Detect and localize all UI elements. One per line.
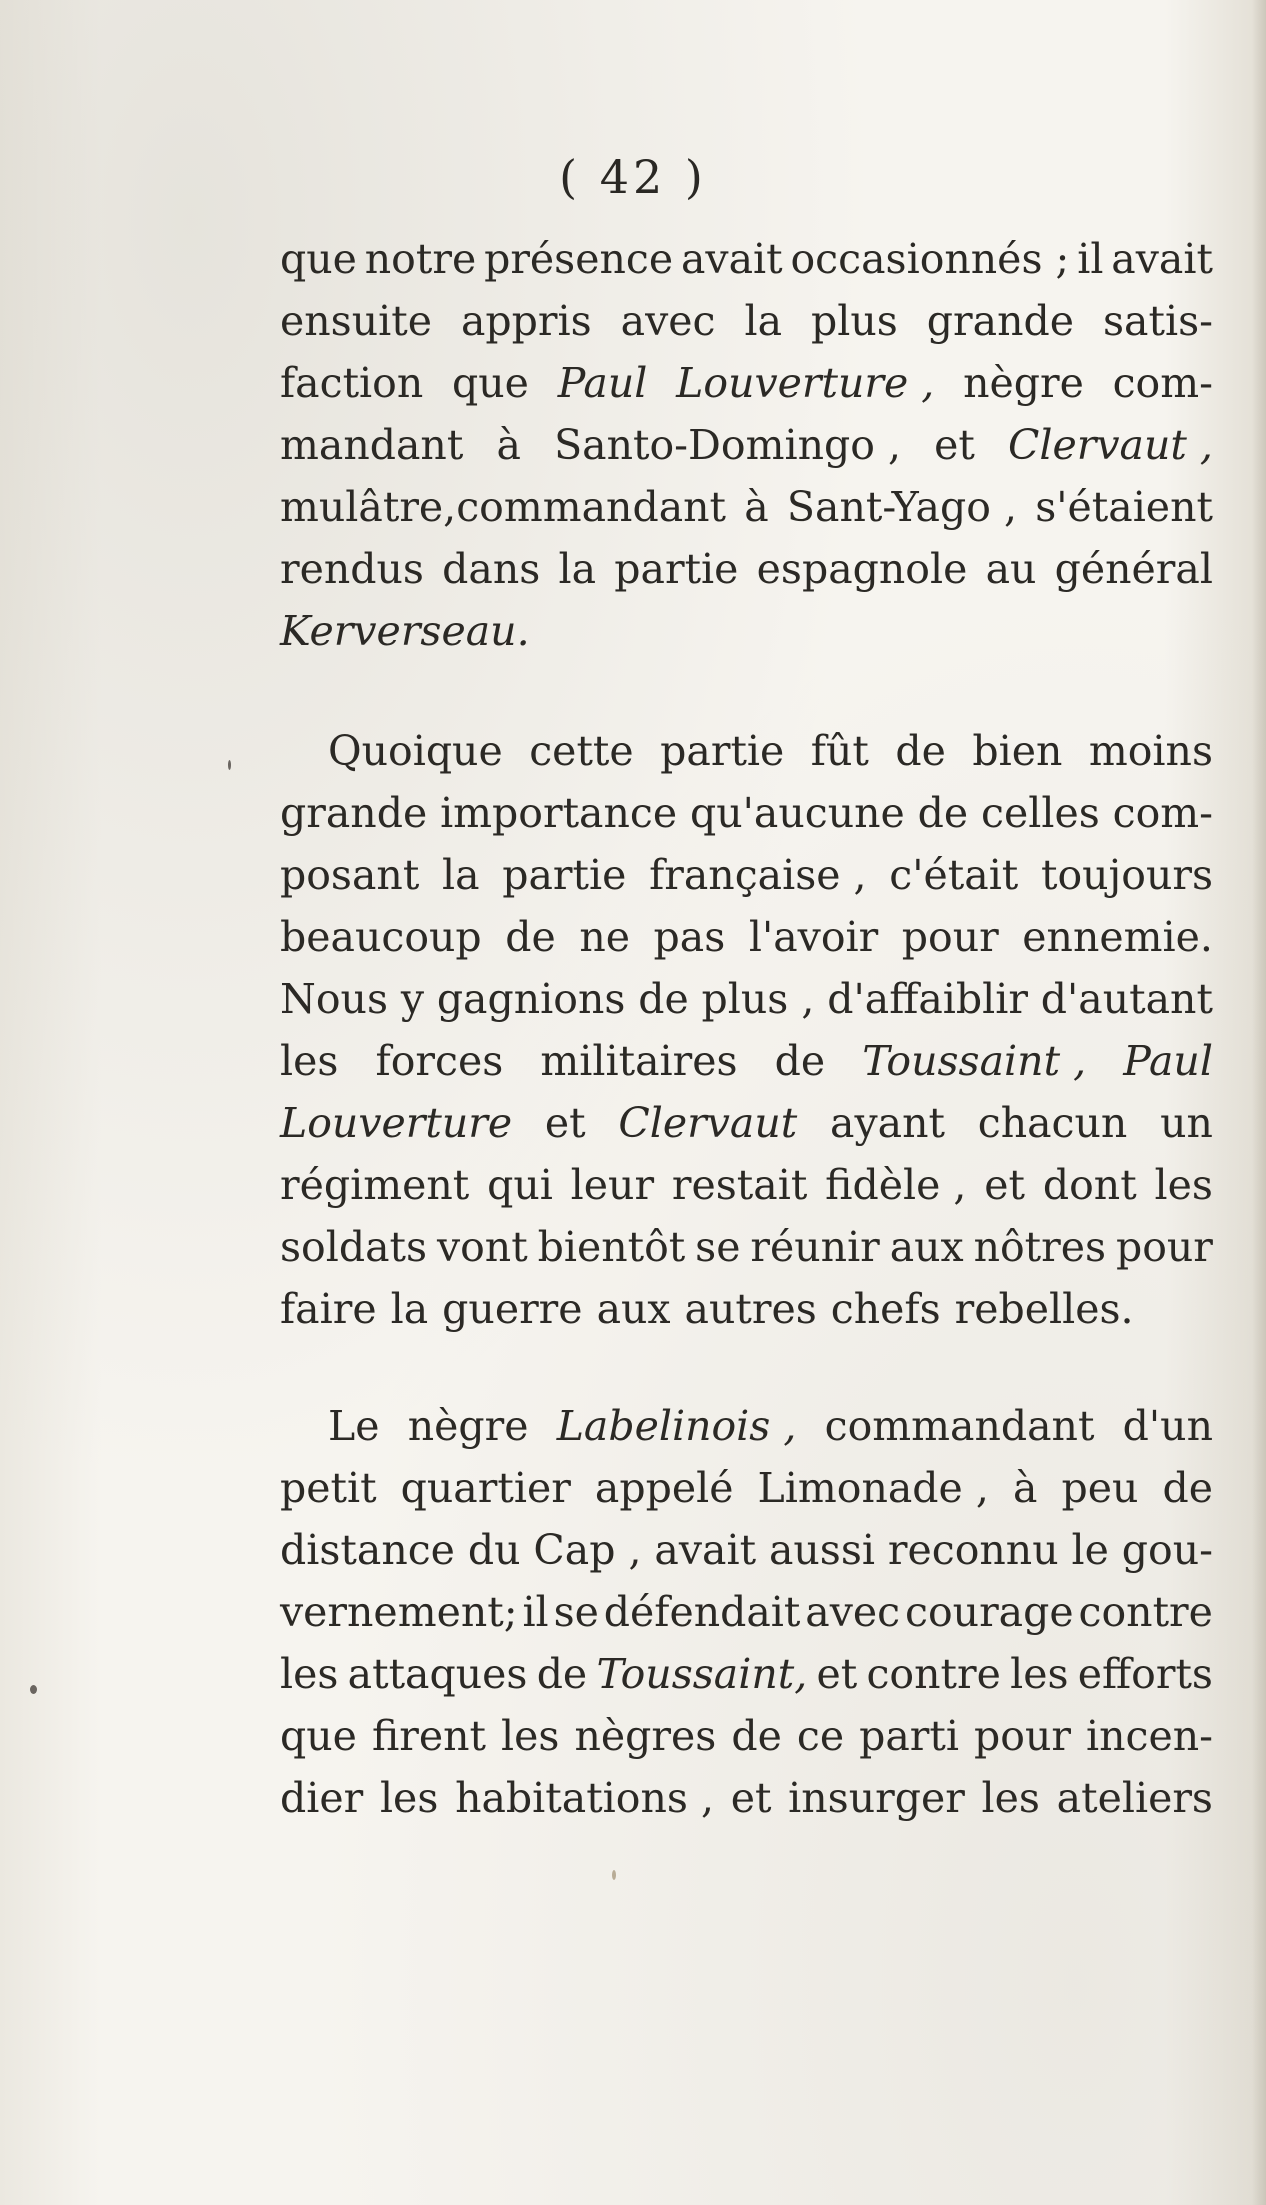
word: autres <box>684 1285 817 1333</box>
word: et <box>984 1161 1026 1209</box>
word: petit <box>280 1464 377 1512</box>
word: ce <box>796 1712 845 1760</box>
word: faire <box>280 1285 377 1333</box>
text-line <box>280 1767 1213 1829</box>
word: les <box>1010 1650 1069 1698</box>
word: bientôt <box>537 1223 686 1271</box>
paper-speck <box>228 760 231 770</box>
word: de <box>1162 1464 1213 1512</box>
word: pour <box>1115 1223 1213 1271</box>
text-line <box>280 538 1213 600</box>
text-line <box>280 1643 1213 1705</box>
word: s'étaient <box>1035 483 1213 531</box>
word: ensuite <box>280 297 432 345</box>
word: ennemie. <box>1022 913 1213 961</box>
word: commandant <box>824 1402 1095 1450</box>
word: régiment <box>280 1161 470 1209</box>
word: insurger <box>788 1774 965 1822</box>
word: un <box>1160 1099 1213 1147</box>
word: que <box>280 235 357 283</box>
word: y <box>400 975 424 1023</box>
word: c'était <box>889 851 1019 899</box>
text-line <box>280 1154 1213 1216</box>
word: ne <box>579 913 630 961</box>
word: les <box>501 1712 560 1760</box>
text-line <box>280 476 1213 538</box>
italic-name-word: Louverture <box>280 1099 513 1147</box>
word: et <box>730 1774 772 1822</box>
word: aux <box>889 1223 964 1271</box>
word: qui <box>487 1161 553 1209</box>
word: de <box>536 1650 588 1698</box>
word: parti <box>859 1712 959 1760</box>
word: forces <box>375 1037 504 1085</box>
text-line <box>280 290 1213 352</box>
word: du <box>467 1526 521 1574</box>
word: posant <box>280 851 420 899</box>
italic-name-word: Paul <box>557 359 648 407</box>
word: toujours <box>1040 851 1213 899</box>
word: à <box>496 421 521 469</box>
word: espagnole <box>756 545 968 593</box>
word: plus <box>811 297 898 345</box>
word: mandant <box>280 421 464 469</box>
word: guerre <box>442 1285 583 1333</box>
word: d'un <box>1122 1402 1213 1450</box>
word: que <box>452 359 529 407</box>
italic-name-word: Kerverseau. <box>280 607 530 655</box>
word: présence <box>484 235 674 283</box>
word: Limonade , <box>757 1464 989 1512</box>
word: à <box>1012 1464 1038 1512</box>
text-line <box>280 968 1213 1030</box>
word: se <box>553 1588 599 1636</box>
word: qu'aucune <box>689 789 905 837</box>
word: dier <box>280 1774 364 1822</box>
word: gou- <box>1121 1526 1213 1574</box>
word: distance <box>280 1526 455 1574</box>
word: pas <box>653 913 726 961</box>
italic-name-word: Clervaut , <box>1008 421 1213 469</box>
text-line <box>280 352 1213 414</box>
word: avait <box>1111 235 1213 283</box>
word: les <box>981 1774 1040 1822</box>
text-line <box>280 1395 1213 1457</box>
word: avec <box>805 1588 901 1636</box>
word: général <box>1054 545 1213 593</box>
word: réunir <box>750 1223 880 1271</box>
word: quartier <box>400 1464 571 1512</box>
word: pour <box>974 1712 1071 1760</box>
word: avait <box>654 1526 757 1574</box>
word: la <box>558 545 597 593</box>
paper-speck <box>30 1685 37 1694</box>
word: faction <box>280 359 424 407</box>
word: habitations , <box>455 1774 714 1822</box>
word: beaucoup <box>280 913 482 961</box>
word: et <box>934 421 975 469</box>
word: appris <box>460 297 592 345</box>
word: Quoique <box>328 727 503 775</box>
word: plus , <box>701 975 815 1023</box>
word: les <box>379 1774 439 1822</box>
word: avec <box>620 297 716 345</box>
word: dans <box>442 545 541 593</box>
italic-name-word: Toussaint, <box>596 1650 808 1698</box>
word: l'avoir <box>748 913 879 961</box>
word: grande <box>926 297 1075 345</box>
text-line <box>280 1216 1213 1278</box>
text-line <box>280 414 1213 476</box>
word: com- <box>1112 789 1213 837</box>
word: de <box>895 727 946 775</box>
word: d'autant <box>1040 975 1213 1023</box>
word: cette <box>529 727 634 775</box>
word: restait <box>671 1161 808 1209</box>
word: il <box>1077 235 1104 283</box>
page-edge-shadow <box>1252 0 1266 2205</box>
word: partie <box>660 727 785 775</box>
word: firent <box>371 1712 487 1760</box>
word: défendait <box>603 1588 801 1636</box>
word: satis- <box>1103 297 1213 345</box>
text-line <box>280 600 1213 662</box>
word: nègre <box>963 359 1084 407</box>
word: chefs <box>830 1285 941 1333</box>
italic-name-word: Louverture , <box>676 359 935 407</box>
word: de <box>774 1037 826 1085</box>
word: celles <box>981 789 1100 837</box>
italic-name-word: Toussaint , <box>862 1037 1087 1085</box>
word: fût <box>810 727 869 775</box>
word: Santo-Domingo , <box>554 421 901 469</box>
word: le <box>1071 1526 1109 1574</box>
word: partie <box>614 545 739 593</box>
word: pour <box>901 913 999 961</box>
italic-name-word: Clervaut <box>618 1099 798 1147</box>
word: aussi <box>768 1526 875 1574</box>
word: avait <box>680 235 783 283</box>
text-line <box>280 720 1213 782</box>
word: de <box>505 913 556 961</box>
text-line <box>280 1581 1213 1643</box>
text-line <box>280 1519 1213 1581</box>
word: grande <box>280 789 428 837</box>
word: aux <box>596 1285 671 1333</box>
word: incen- <box>1085 1712 1213 1760</box>
text-line <box>280 844 1213 906</box>
word: la <box>441 851 480 899</box>
word: bien <box>972 727 1063 775</box>
word: notre <box>364 235 477 283</box>
word: nôtres <box>973 1223 1107 1271</box>
word: Cap , <box>533 1526 642 1574</box>
word: il <box>522 1588 549 1636</box>
word: et <box>816 1650 858 1698</box>
word: peu <box>1061 1464 1139 1512</box>
text-line <box>280 1278 1213 1340</box>
word: d'affaiblir <box>827 975 1028 1023</box>
word: mulâtre,commandant <box>280 483 727 531</box>
paragraph-3 <box>280 1395 1213 1829</box>
word: la <box>744 297 783 345</box>
word: militaires <box>540 1037 738 1085</box>
word: ayant <box>830 1099 945 1147</box>
word: Nous <box>280 975 389 1023</box>
word: de <box>731 1712 782 1760</box>
word: com- <box>1112 359 1213 407</box>
paragraph-2 <box>280 720 1213 1340</box>
word: au <box>985 545 1037 593</box>
word: de <box>917 789 969 837</box>
word: rendus <box>280 545 424 593</box>
word: ateliers <box>1056 1774 1213 1822</box>
word: à <box>744 483 769 531</box>
word: fidèle , <box>825 1161 967 1209</box>
word: que <box>280 1712 357 1760</box>
word: française , <box>649 851 867 899</box>
text-line <box>280 1092 1213 1154</box>
word: nègres <box>574 1712 717 1760</box>
paper-speck <box>612 1870 616 1880</box>
word: Sant-Yago , <box>786 483 1017 531</box>
text-line <box>280 1705 1213 1767</box>
page-number: ( 42 ) <box>559 150 707 204</box>
word: reconnu <box>887 1526 1059 1574</box>
word: Le <box>328 1402 380 1450</box>
word: vont <box>436 1223 528 1271</box>
word: gagnions <box>436 975 626 1023</box>
word: occasionnés ; <box>790 235 1070 283</box>
word: rebelles. <box>954 1285 1134 1333</box>
text-line <box>280 1457 1213 1519</box>
word: partie <box>502 851 627 899</box>
word: soldats <box>280 1223 428 1271</box>
word: et <box>544 1099 586 1147</box>
word: les <box>1154 1161 1213 1209</box>
paragraph-1 <box>280 228 1213 662</box>
word: courage <box>905 1588 1074 1636</box>
word: efforts <box>1077 1650 1213 1698</box>
word: leur <box>570 1161 655 1209</box>
word: chacun <box>977 1099 1128 1147</box>
word: de <box>638 975 689 1023</box>
word: importance <box>440 789 678 837</box>
word: appelé <box>594 1464 734 1512</box>
word: les <box>280 1037 339 1085</box>
text-line <box>280 782 1213 844</box>
word: attaques <box>347 1650 528 1698</box>
word: contre <box>866 1650 1001 1698</box>
text-line <box>280 228 1213 290</box>
word: moins <box>1088 727 1213 775</box>
word: la <box>390 1285 429 1333</box>
word: dont <box>1042 1161 1137 1209</box>
word: vernement; <box>280 1588 518 1636</box>
word: se <box>695 1223 741 1271</box>
word: contre <box>1078 1588 1213 1636</box>
word: les <box>280 1650 339 1698</box>
text-line <box>280 1030 1213 1092</box>
word: nègre <box>407 1402 529 1450</box>
italic-name-word: Paul <box>1123 1037 1213 1085</box>
italic-name-word: Labelinois , <box>556 1402 797 1450</box>
text-line <box>280 906 1213 968</box>
